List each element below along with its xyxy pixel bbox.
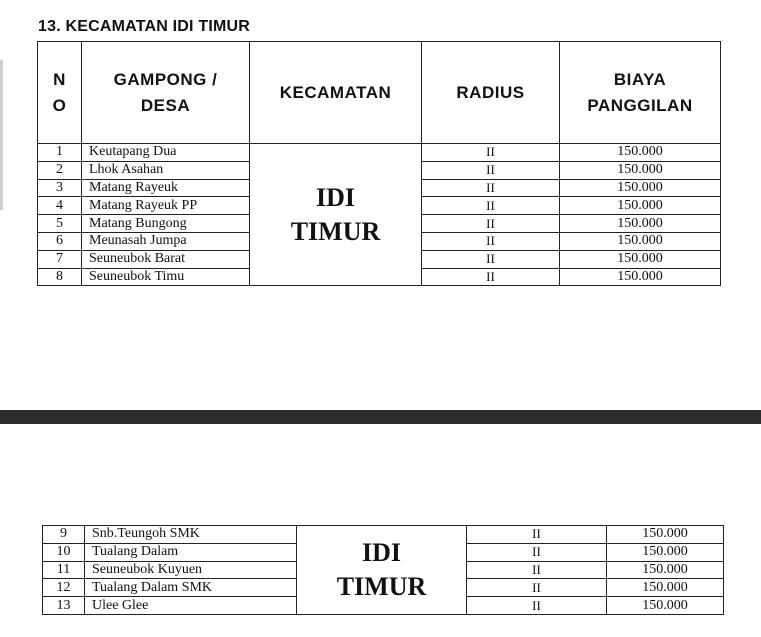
row-radius: II [467,526,607,544]
row-desa: Seuneubok Kuyuen [85,561,297,579]
kecamatan-line-1: IDI [361,537,401,567]
row-desa: Tualang Dalam SMK [85,579,297,597]
row-no: 8 [38,268,82,286]
row-radius: II [422,144,560,162]
row-desa: Lhok Asahan [82,161,250,179]
kecamatan-cell [297,526,467,615]
row-biaya: 150.000 [560,179,721,197]
row-no: 13 [43,597,85,615]
village-table-part-2 [42,525,724,615]
row-no: 12 [43,579,85,597]
page-edge-shadow [0,60,3,210]
row-desa: Snb.Teungoh SMK [85,526,297,544]
row-biaya: 150.000 [560,197,721,215]
row-no: 3 [38,179,82,197]
row-biaya: 150.000 [560,144,721,162]
row-radius: II [467,543,607,561]
row-radius: II [422,161,560,179]
row-biaya: 150.000 [607,526,724,544]
row-desa: Meunasah Jumpa [82,232,250,250]
kecamatan-line-2: TIMUR [336,571,427,601]
row-desa: Matang Rayeuk [82,179,250,197]
row-desa: Seuneubok Barat [82,250,250,268]
row-biaya: 150.000 [560,161,721,179]
row-no: 1 [38,144,82,162]
row-biaya: 150.000 [607,579,724,597]
row-desa: Tualang Dalam [85,543,297,561]
row-radius: II [422,250,560,268]
section-heading: 13. KECAMATAN IDI TIMUR [38,18,251,35]
kecamatan-line-1: IDI [315,182,355,212]
row-biaya: 150.000 [607,543,724,561]
header-biaya: BIAYA PANGGILAN [560,42,721,144]
row-biaya: 150.000 [607,597,724,615]
row-biaya: 150.000 [607,561,724,579]
table-row [43,526,724,544]
table-row [38,144,721,162]
page-break-divider [0,410,761,424]
row-biaya: 150.000 [560,268,721,286]
row-desa: Matang Bungong [82,215,250,233]
row-biaya: 150.000 [560,232,721,250]
row-desa: Keutapang Dua [82,144,250,162]
header-radius: RADIUS [422,42,560,144]
row-no: 6 [38,232,82,250]
row-radius: II [422,197,560,215]
row-radius: II [422,268,560,286]
row-radius: II [467,597,607,615]
row-radius: II [467,579,607,597]
row-no: 5 [38,215,82,233]
row-no: 2 [38,161,82,179]
row-no: 9 [43,526,85,544]
row-desa: Matang Rayeuk PP [82,197,250,215]
row-biaya: 150.000 [560,250,721,268]
row-no: 11 [43,561,85,579]
row-radius: II [422,232,560,250]
header-kecamatan: KECAMATAN [250,42,422,144]
row-radius: II [422,215,560,233]
row-radius: II [422,179,560,197]
row-desa: Seuneubok Timu [82,268,250,286]
kecamatan-cell [250,144,422,286]
header-desa: GAMPONG / DESA [82,42,250,144]
row-no: 4 [38,197,82,215]
village-table-part-1 [37,41,721,286]
kecamatan-line-2: TIMUR [290,216,381,246]
row-no: 7 [38,250,82,268]
row-biaya: 150.000 [560,215,721,233]
header-no: N O [38,42,82,144]
row-desa: Ulee Glee [85,597,297,615]
row-no: 10 [43,543,85,561]
row-radius: II [467,561,607,579]
